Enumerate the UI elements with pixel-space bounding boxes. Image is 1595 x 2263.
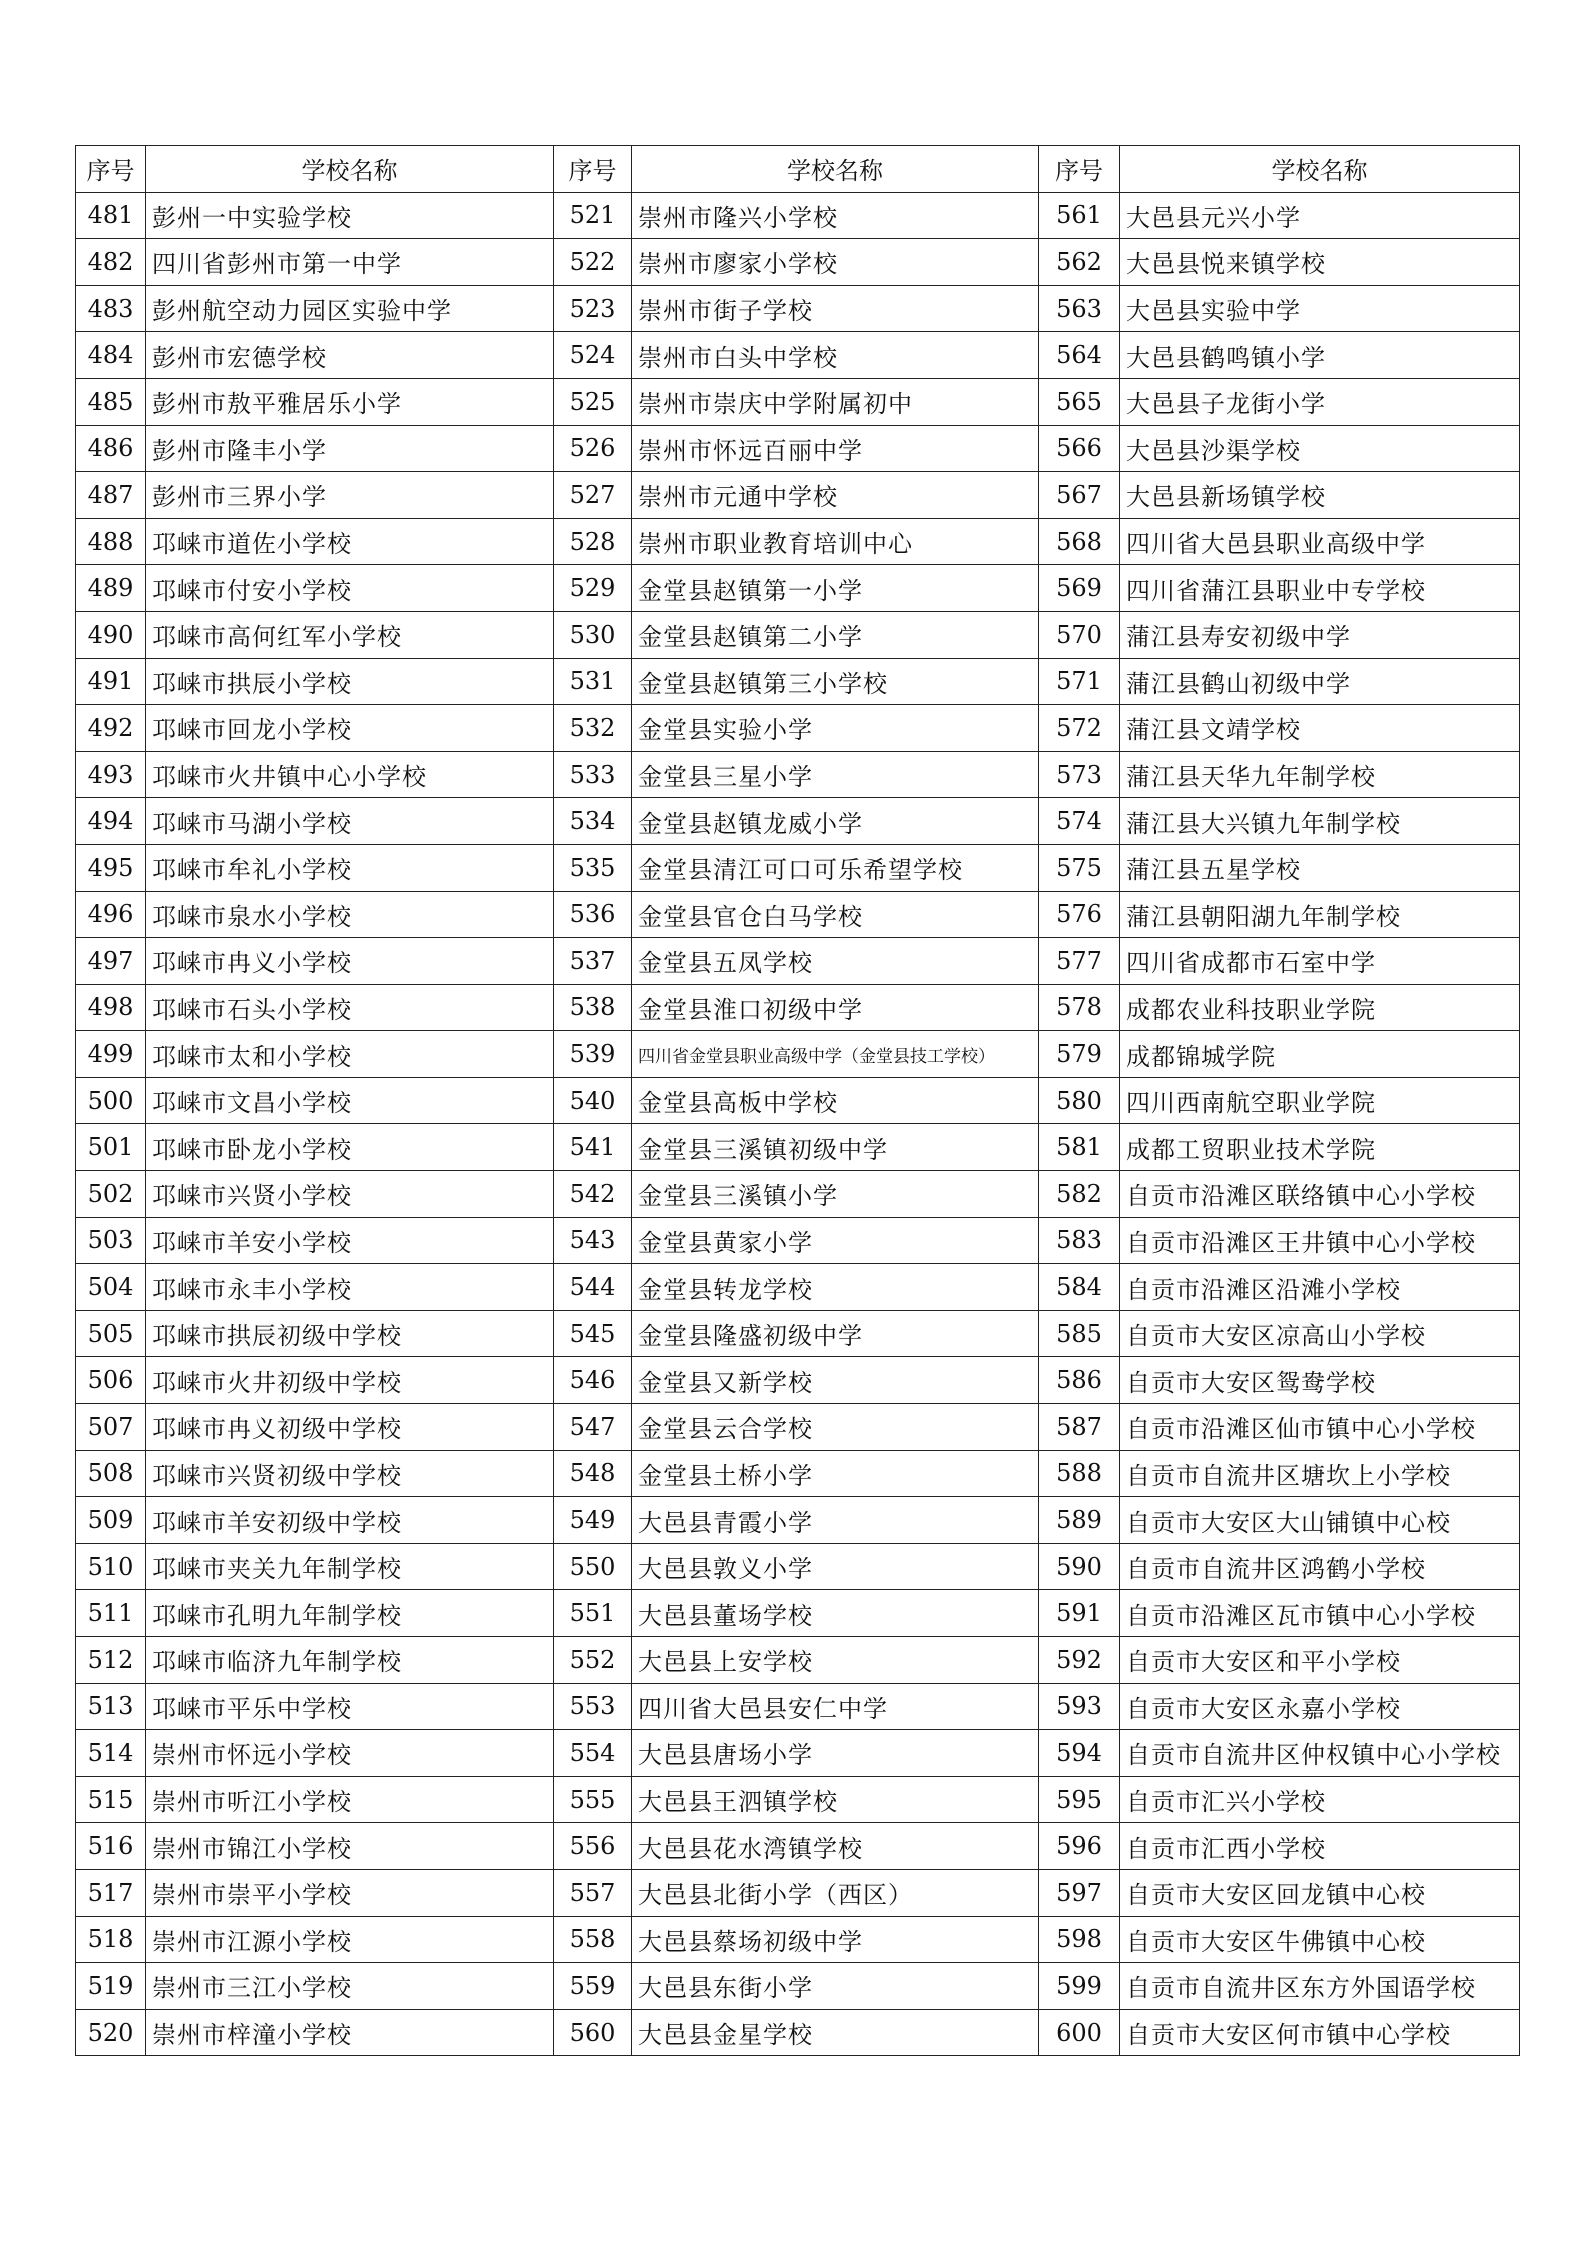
- school-name: 崇州市怀远小学校: [146, 1730, 554, 1777]
- row-index: 583: [1039, 1217, 1120, 1264]
- school-name: 金堂县赵镇第二小学: [632, 611, 1039, 658]
- school-name: 彭州市三界小学: [146, 472, 554, 519]
- school-name: 自贡市大安区牛佛镇中心校: [1120, 1916, 1520, 1963]
- table-row: [76, 1404, 1520, 1451]
- table-row: [76, 1869, 1520, 1916]
- row-index: 505: [76, 1310, 146, 1357]
- row-index: 548: [554, 1450, 632, 1497]
- table-row: [76, 332, 1520, 379]
- header-row: [76, 146, 1520, 193]
- row-index: 489: [76, 565, 146, 612]
- row-index: 595: [1039, 1776, 1120, 1823]
- row-index: 553: [554, 1683, 632, 1730]
- school-name: 崇州市崇平小学校: [146, 1869, 554, 1916]
- row-index: 562: [1039, 239, 1120, 286]
- school-name: 金堂县三星小学: [632, 751, 1039, 798]
- school-name: 金堂县清江可口可乐希望学校: [632, 844, 1039, 891]
- school-name: 自贡市大安区鸳鸯学校: [1120, 1357, 1520, 1404]
- row-index: 499: [76, 1031, 146, 1078]
- school-name: 金堂县转龙学校: [632, 1264, 1039, 1311]
- row-index: 563: [1039, 285, 1120, 332]
- school-name: 金堂县五凤学校: [632, 938, 1039, 985]
- row-index: 551: [554, 1590, 632, 1637]
- school-name: 自贡市沿滩区仙市镇中心小学校: [1120, 1404, 1520, 1451]
- school-name: 金堂县黄家小学: [632, 1217, 1039, 1264]
- row-index: 541: [554, 1124, 632, 1171]
- school-name: 崇州市元通中学校: [632, 472, 1039, 519]
- row-index: 589: [1039, 1497, 1120, 1544]
- school-name: 自贡市大安区永嘉小学校: [1120, 1683, 1520, 1730]
- table-row: [76, 1217, 1520, 1264]
- row-index: 524: [554, 332, 632, 379]
- table-row: [76, 1264, 1520, 1311]
- row-index: 533: [554, 751, 632, 798]
- school-name: 蒲江县寿安初级中学: [1120, 611, 1520, 658]
- row-index: 503: [76, 1217, 146, 1264]
- row-index: 565: [1039, 378, 1120, 425]
- row-index: 490: [76, 611, 146, 658]
- table-row: [76, 1730, 1520, 1777]
- row-index: 535: [554, 844, 632, 891]
- table-row: [76, 844, 1520, 891]
- row-index: 564: [1039, 332, 1120, 379]
- school-name: 大邑县悦来镇学校: [1120, 239, 1520, 286]
- school-name: 崇州市白头中学校: [632, 332, 1039, 379]
- school-name: 邛崃市卧龙小学校: [146, 1124, 554, 1171]
- row-index: 573: [1039, 751, 1120, 798]
- row-index: 590: [1039, 1543, 1120, 1590]
- school-name: 彭州市宏德学校: [146, 332, 554, 379]
- row-index: 544: [554, 1264, 632, 1311]
- school-name: 邛崃市文昌小学校: [146, 1077, 554, 1124]
- table-row: [76, 1683, 1520, 1730]
- table-row: [76, 658, 1520, 705]
- row-index: 542: [554, 1171, 632, 1218]
- table-row: [76, 1450, 1520, 1497]
- school-name: 邛崃市兴贤初级中学校: [146, 1450, 554, 1497]
- school-name: 邛崃市火井初级中学校: [146, 1357, 554, 1404]
- row-index: 483: [76, 285, 146, 332]
- row-index: 521: [554, 192, 632, 239]
- school-name: 崇州市职业教育培训中心: [632, 518, 1039, 565]
- row-index: 568: [1039, 518, 1120, 565]
- school-name: 自贡市沿滩区瓦市镇中心小学校: [1120, 1590, 1520, 1637]
- school-name: 蒲江县大兴镇九年制学校: [1120, 798, 1520, 845]
- row-index: 581: [1039, 1124, 1120, 1171]
- row-index: 534: [554, 798, 632, 845]
- school-name: 大邑县上安学校: [632, 1637, 1039, 1684]
- school-name: 成都工贸职业技术学院: [1120, 1124, 1520, 1171]
- row-index: 566: [1039, 425, 1120, 472]
- row-index: 514: [76, 1730, 146, 1777]
- school-name: 崇州市街子学校: [632, 285, 1039, 332]
- row-index: 550: [554, 1543, 632, 1590]
- row-index: 522: [554, 239, 632, 286]
- school-name: 邛崃市拱辰初级中学校: [146, 1310, 554, 1357]
- school-name: 大邑县花水湾镇学校: [632, 1823, 1039, 1870]
- table-row: [76, 705, 1520, 752]
- school-name: 崇州市锦江小学校: [146, 1823, 554, 1870]
- school-name: 大邑县沙渠学校: [1120, 425, 1520, 472]
- school-name: 自贡市沿滩区王井镇中心小学校: [1120, 1217, 1520, 1264]
- school-name: 大邑县唐场小学: [632, 1730, 1039, 1777]
- row-index: 539: [554, 1031, 632, 1078]
- row-index: 520: [76, 2009, 146, 2056]
- school-name: 金堂县土桥小学: [632, 1450, 1039, 1497]
- row-index: 506: [76, 1357, 146, 1404]
- school-name: 邛崃市临济九年制学校: [146, 1637, 554, 1684]
- row-index: 560: [554, 2009, 632, 2056]
- row-index: 594: [1039, 1730, 1120, 1777]
- school-list-table: [75, 145, 1520, 2056]
- school-name: 邛崃市拱辰小学校: [146, 658, 554, 705]
- school-name: 四川省蒲江县职业中专学校: [1120, 565, 1520, 612]
- school-name: 自贡市汇兴小学校: [1120, 1776, 1520, 1823]
- row-index: 536: [554, 891, 632, 938]
- school-name: 彭州市敖平雅居乐小学: [146, 378, 554, 425]
- row-index: 584: [1039, 1264, 1120, 1311]
- school-name: 彭州航空动力园区实验中学: [146, 285, 554, 332]
- row-index: 530: [554, 611, 632, 658]
- row-index: 519: [76, 1963, 146, 2010]
- row-index: 496: [76, 891, 146, 938]
- row-index: 531: [554, 658, 632, 705]
- school-name: 蒲江县五星学校: [1120, 844, 1520, 891]
- row-index: 517: [76, 1869, 146, 1916]
- row-index: 558: [554, 1916, 632, 1963]
- row-index: 574: [1039, 798, 1120, 845]
- row-index: 528: [554, 518, 632, 565]
- school-name: 蒲江县鹤山初级中学: [1120, 658, 1520, 705]
- row-index: 585: [1039, 1310, 1120, 1357]
- table-row: [76, 1823, 1520, 1870]
- school-name: 邛崃市永丰小学校: [146, 1264, 554, 1311]
- row-index: 600: [1039, 2009, 1120, 2056]
- row-index: 501: [76, 1124, 146, 1171]
- row-index: 547: [554, 1404, 632, 1451]
- row-index: 510: [76, 1543, 146, 1590]
- school-name: 大邑县实验中学: [1120, 285, 1520, 332]
- school-name: 金堂县赵镇龙威小学: [632, 798, 1039, 845]
- school-name: 大邑县金星学校: [632, 2009, 1039, 2056]
- row-index: 508: [76, 1450, 146, 1497]
- school-name: 邛崃市平乐中学校: [146, 1683, 554, 1730]
- table-row: [76, 1963, 1520, 2010]
- school-name: 金堂县赵镇第三小学校: [632, 658, 1039, 705]
- school-name: 邛崃市太和小学校: [146, 1031, 554, 1078]
- header-school-name-2: 学校名称: [632, 146, 1039, 193]
- row-index: 492: [76, 705, 146, 752]
- school-name: 金堂县官仓白马学校: [632, 891, 1039, 938]
- school-name: 金堂县赵镇第一小学: [632, 565, 1039, 612]
- school-name: 大邑县王泗镇学校: [632, 1776, 1039, 1823]
- table-row: [76, 611, 1520, 658]
- school-name: 自贡市大安区回龙镇中心校: [1120, 1869, 1520, 1916]
- school-name: 四川省成都市石室中学: [1120, 938, 1520, 985]
- school-name: 自贡市沿滩区联络镇中心小学校: [1120, 1171, 1520, 1218]
- school-name: 自贡市大安区凉高山小学校: [1120, 1310, 1520, 1357]
- row-index: 571: [1039, 658, 1120, 705]
- school-name: 大邑县新场镇学校: [1120, 472, 1520, 519]
- school-name: 自贡市大安区和平小学校: [1120, 1637, 1520, 1684]
- table-row: [76, 1171, 1520, 1218]
- school-name: 金堂县高板中学校: [632, 1077, 1039, 1124]
- table-row: [76, 1543, 1520, 1590]
- row-index: 509: [76, 1497, 146, 1544]
- school-name: 成都农业科技职业学院: [1120, 984, 1520, 1031]
- school-name: 自贡市自流井区塘坎上小学校: [1120, 1450, 1520, 1497]
- school-name: 崇州市三江小学校: [146, 1963, 554, 2010]
- table-row: [76, 518, 1520, 565]
- row-index: 587: [1039, 1404, 1120, 1451]
- row-index: 511: [76, 1590, 146, 1637]
- school-name: 邛崃市石头小学校: [146, 984, 554, 1031]
- row-index: 567: [1039, 472, 1120, 519]
- school-name: 邛崃市冉义初级中学校: [146, 1404, 554, 1451]
- row-index: 526: [554, 425, 632, 472]
- row-index: 481: [76, 192, 146, 239]
- school-name: 邛崃市高何红军小学校: [146, 611, 554, 658]
- row-index: 588: [1039, 1450, 1120, 1497]
- school-name: 彭州市隆丰小学: [146, 425, 554, 472]
- table-row: [76, 1916, 1520, 1963]
- school-name: 金堂县云合学校: [632, 1404, 1039, 1451]
- row-index: 515: [76, 1776, 146, 1823]
- row-index: 516: [76, 1823, 146, 1870]
- row-index: 569: [1039, 565, 1120, 612]
- school-name: 邛崃市羊安小学校: [146, 1217, 554, 1264]
- school-name: 邛崃市回龙小学校: [146, 705, 554, 752]
- row-index: 495: [76, 844, 146, 891]
- table-row: [76, 285, 1520, 332]
- school-name: 金堂县三溪镇小学: [632, 1171, 1039, 1218]
- row-index: 579: [1039, 1031, 1120, 1078]
- school-name: 大邑县北街小学（西区）: [632, 1869, 1039, 1916]
- row-index: 543: [554, 1217, 632, 1264]
- header-index-2: 序号: [554, 146, 632, 193]
- school-name: 彭州一中实验学校: [146, 192, 554, 239]
- row-index: 580: [1039, 1077, 1120, 1124]
- row-index: 486: [76, 425, 146, 472]
- row-index: 570: [1039, 611, 1120, 658]
- school-name: 自贡市大安区大山铺镇中心校: [1120, 1497, 1520, 1544]
- row-index: 504: [76, 1264, 146, 1311]
- school-name: 蒲江县朝阳湖九年制学校: [1120, 891, 1520, 938]
- school-name: 邛崃市付安小学校: [146, 565, 554, 612]
- school-name: 崇州市怀远百丽中学: [632, 425, 1039, 472]
- row-index: 552: [554, 1637, 632, 1684]
- school-name: 自贡市沿滩区沿滩小学校: [1120, 1264, 1520, 1311]
- school-name: 金堂县又新学校: [632, 1357, 1039, 1404]
- table-row: [76, 378, 1520, 425]
- school-name: 邛崃市道佐小学校: [146, 518, 554, 565]
- row-index: 556: [554, 1823, 632, 1870]
- school-name: 崇州市隆兴小学校: [632, 192, 1039, 239]
- row-index: 537: [554, 938, 632, 985]
- table-row: [76, 1776, 1520, 1823]
- school-name: 大邑县董场学校: [632, 1590, 1039, 1637]
- school-name: 崇州市崇庆中学附属初中: [632, 378, 1039, 425]
- table-row: [76, 2009, 1520, 2056]
- row-index: 561: [1039, 192, 1120, 239]
- school-name: 邛崃市牟礼小学校: [146, 844, 554, 891]
- table-row: [76, 472, 1520, 519]
- row-index: 487: [76, 472, 146, 519]
- row-index: 572: [1039, 705, 1120, 752]
- table-row: [76, 1077, 1520, 1124]
- table-row: [76, 425, 1520, 472]
- school-name: 邛崃市泉水小学校: [146, 891, 554, 938]
- header-school-name-3: 学校名称: [1120, 146, 1520, 193]
- row-index: 598: [1039, 1916, 1120, 1963]
- school-name: 大邑县鹤鸣镇小学: [1120, 332, 1520, 379]
- table-row: [76, 798, 1520, 845]
- row-index: 557: [554, 1869, 632, 1916]
- row-index: 494: [76, 798, 146, 845]
- school-name: 四川省彭州市第一中学: [146, 239, 554, 286]
- row-index: 592: [1039, 1637, 1120, 1684]
- table-body: [76, 192, 1520, 2056]
- table-row: [76, 1637, 1520, 1684]
- school-name: 四川西南航空职业学院: [1120, 1077, 1520, 1124]
- row-index: 554: [554, 1730, 632, 1777]
- row-index: 484: [76, 332, 146, 379]
- row-index: 596: [1039, 1823, 1120, 1870]
- table-row: [76, 192, 1520, 239]
- school-name: 大邑县东街小学: [632, 1963, 1039, 2010]
- row-index: 485: [76, 378, 146, 425]
- row-index: 577: [1039, 938, 1120, 985]
- school-name: 自贡市汇西小学校: [1120, 1823, 1520, 1870]
- school-name: 崇州市江源小学校: [146, 1916, 554, 1963]
- table-row: [76, 891, 1520, 938]
- school-name: 邛崃市夹关九年制学校: [146, 1543, 554, 1590]
- row-index: 559: [554, 1963, 632, 2010]
- row-index: 593: [1039, 1683, 1120, 1730]
- school-name: 大邑县元兴小学: [1120, 192, 1520, 239]
- school-name: 蒲江县天华九年制学校: [1120, 751, 1520, 798]
- table-row: [76, 239, 1520, 286]
- school-name: 大邑县青霞小学: [632, 1497, 1039, 1544]
- school-name: 大邑县蔡场初级中学: [632, 1916, 1039, 1963]
- row-index: 482: [76, 239, 146, 286]
- header-school-name-1: 学校名称: [146, 146, 554, 193]
- school-name: 邛崃市火井镇中心小学校: [146, 751, 554, 798]
- school-name: 自贡市自流井区鸿鹤小学校: [1120, 1543, 1520, 1590]
- header-index-1: 序号: [76, 146, 146, 193]
- header-index-3: 序号: [1039, 146, 1120, 193]
- school-name: 成都锦城学院: [1120, 1031, 1520, 1078]
- school-name: 大邑县子龙街小学: [1120, 378, 1520, 425]
- school-name: 邛崃市马湖小学校: [146, 798, 554, 845]
- table-row: [76, 751, 1520, 798]
- table-row: [76, 984, 1520, 1031]
- row-index: 498: [76, 984, 146, 1031]
- school-name: 金堂县实验小学: [632, 705, 1039, 752]
- row-index: 582: [1039, 1171, 1120, 1218]
- row-index: 507: [76, 1404, 146, 1451]
- row-index: 523: [554, 285, 632, 332]
- row-index: 540: [554, 1077, 632, 1124]
- school-name: 自贡市大安区何市镇中心学校: [1120, 2009, 1520, 2056]
- school-name: 崇州市听江小学校: [146, 1776, 554, 1823]
- row-index: 497: [76, 938, 146, 985]
- row-index: 549: [554, 1497, 632, 1544]
- table-row: [76, 565, 1520, 612]
- row-index: 599: [1039, 1963, 1120, 2010]
- school-name: 大邑县敦义小学: [632, 1543, 1039, 1590]
- row-index: 532: [554, 705, 632, 752]
- row-index: 591: [1039, 1590, 1120, 1637]
- row-index: 545: [554, 1310, 632, 1357]
- school-name: 金堂县淮口初级中学: [632, 984, 1039, 1031]
- school-name: 蒲江县文靖学校: [1120, 705, 1520, 752]
- school-name: 四川省金堂县职业高级中学（金堂县技工学校）: [632, 1031, 1039, 1078]
- row-index: 525: [554, 378, 632, 425]
- table-row: [76, 1031, 1520, 1078]
- row-index: 586: [1039, 1357, 1120, 1404]
- row-index: 546: [554, 1357, 632, 1404]
- row-index: 513: [76, 1683, 146, 1730]
- row-index: 493: [76, 751, 146, 798]
- table-row: [76, 1590, 1520, 1637]
- table-row: [76, 938, 1520, 985]
- school-name: 自贡市自流井区东方外国语学校: [1120, 1963, 1520, 2010]
- row-index: 576: [1039, 891, 1120, 938]
- school-name: 邛崃市孔明九年制学校: [146, 1590, 554, 1637]
- row-index: 512: [76, 1637, 146, 1684]
- row-index: 488: [76, 518, 146, 565]
- school-name: 邛崃市兴贤小学校: [146, 1171, 554, 1218]
- school-name: 金堂县隆盛初级中学: [632, 1310, 1039, 1357]
- school-name: 崇州市梓潼小学校: [146, 2009, 554, 2056]
- row-index: 575: [1039, 844, 1120, 891]
- school-name: 崇州市廖家小学校: [632, 239, 1039, 286]
- table-row: [76, 1497, 1520, 1544]
- school-name: 四川省大邑县职业高级中学: [1120, 518, 1520, 565]
- school-name: 邛崃市冉义小学校: [146, 938, 554, 985]
- school-name: 金堂县三溪镇初级中学: [632, 1124, 1039, 1171]
- row-index: 502: [76, 1171, 146, 1218]
- table-row: [76, 1124, 1520, 1171]
- row-index: 538: [554, 984, 632, 1031]
- row-index: 578: [1039, 984, 1120, 1031]
- row-index: 518: [76, 1916, 146, 1963]
- row-index: 529: [554, 565, 632, 612]
- table-row: [76, 1357, 1520, 1404]
- row-index: 597: [1039, 1869, 1120, 1916]
- row-index: 491: [76, 658, 146, 705]
- school-name: 四川省大邑县安仁中学: [632, 1683, 1039, 1730]
- school-name: 邛崃市羊安初级中学校: [146, 1497, 554, 1544]
- school-name: 自贡市自流井区仲权镇中心小学校: [1120, 1730, 1520, 1777]
- table-row: [76, 1310, 1520, 1357]
- row-index: 555: [554, 1776, 632, 1823]
- row-index: 500: [76, 1077, 146, 1124]
- row-index: 527: [554, 472, 632, 519]
